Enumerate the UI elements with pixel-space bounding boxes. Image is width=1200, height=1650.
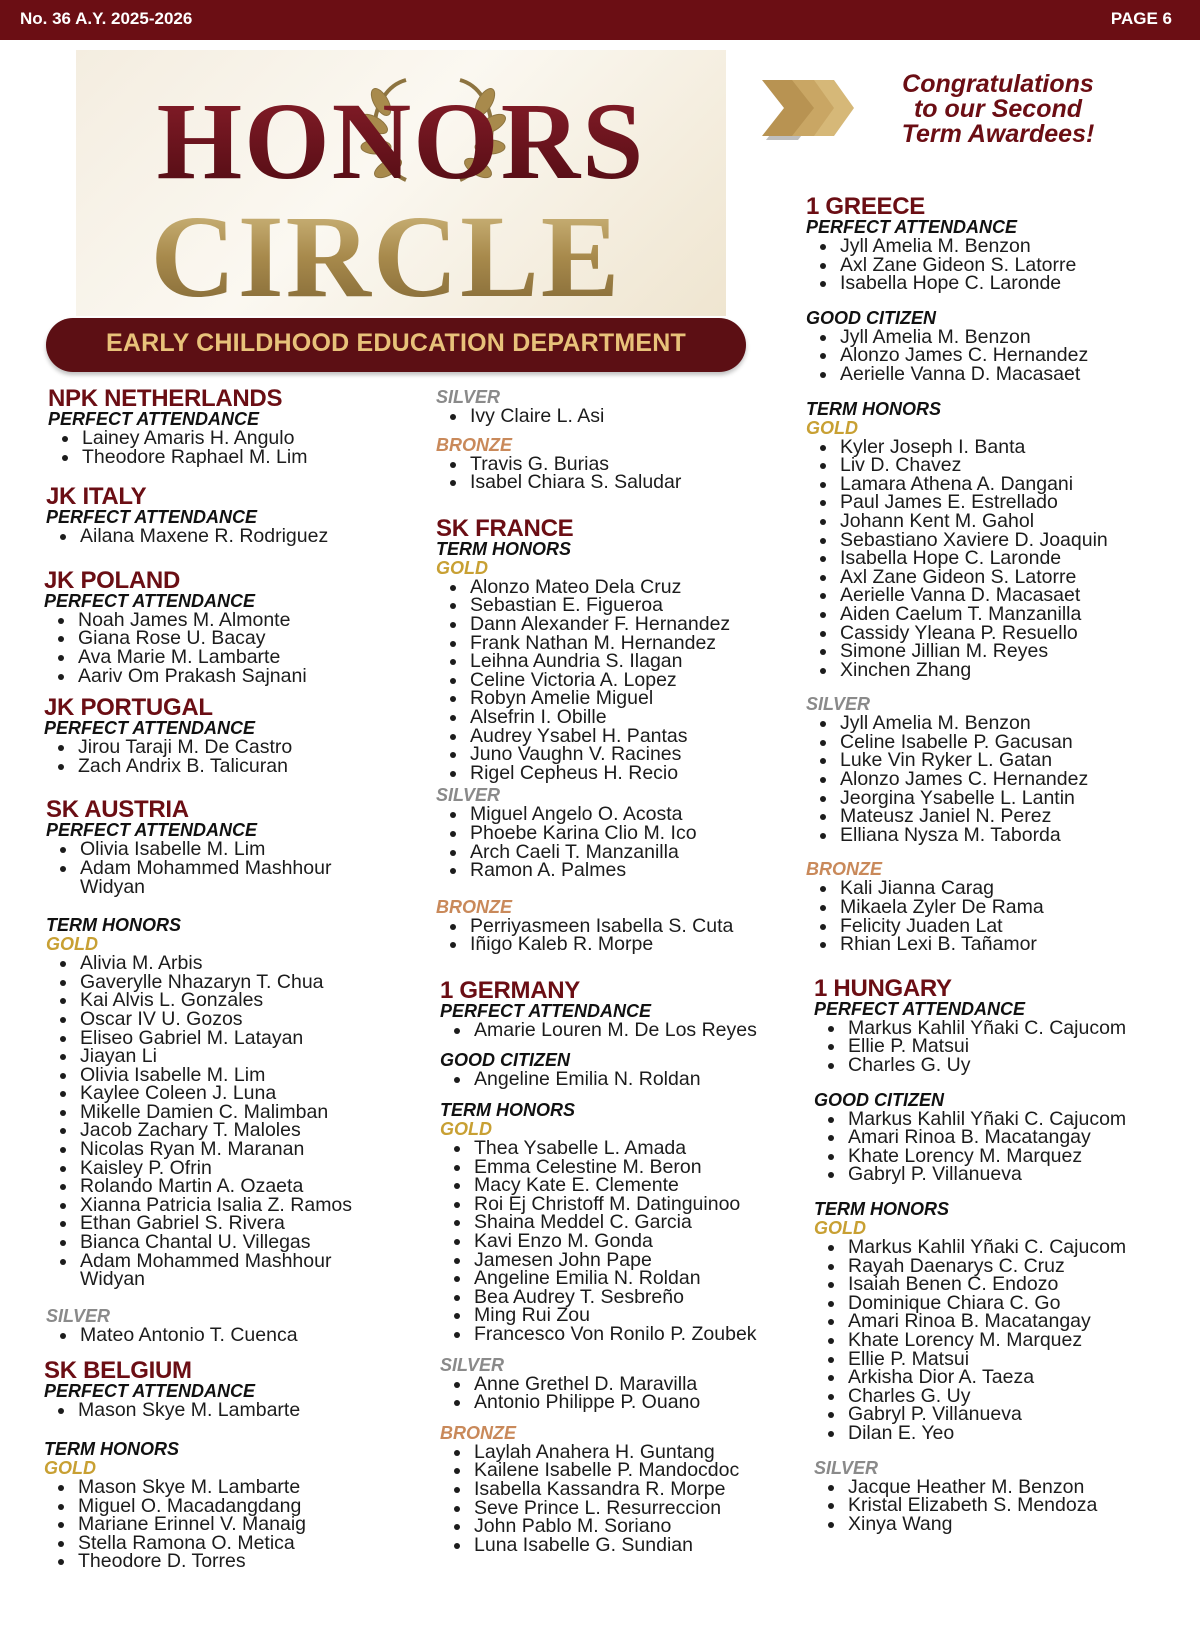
list-item: Macy Kate E. Clemente xyxy=(440,1176,796,1195)
list-item: Kaylee Coleen J. Luna xyxy=(46,1084,424,1103)
section-npk-netherlands xyxy=(48,385,424,468)
silver-label: SILVER xyxy=(46,1305,111,1326)
list-item: Perriyasmeen Isabella S. Cuta xyxy=(436,917,796,936)
section-jk-poland xyxy=(44,566,424,687)
list-item: Antonio Philippe P. Ouano xyxy=(440,1393,796,1412)
list-item: Travis G. Burias xyxy=(436,455,796,474)
honors-circle-logo xyxy=(76,50,726,316)
list-item: Dann Alexander F. Hernandez xyxy=(436,615,796,634)
list-item: Liv D. Chavez xyxy=(806,456,1186,475)
gold-label: GOLD xyxy=(806,417,858,438)
list-item: Ellie P. Matsui xyxy=(814,1350,1186,1369)
list-item: Rhian Lexi B. Tañamor xyxy=(806,935,1186,954)
list-item: Isabella Hope C. Laronde xyxy=(806,274,1186,293)
good-citizen-label: GOOD CITIZEN xyxy=(806,307,936,328)
list-item: Dilan E. Yeo xyxy=(814,1424,1186,1443)
top-bar xyxy=(0,0,1200,40)
list-item: Kai Alvis L. Gonzales xyxy=(46,991,424,1010)
good-citizen-label: GOOD CITIZEN xyxy=(814,1089,944,1110)
bronze-label: BRONZE xyxy=(436,896,512,917)
section-sk-france xyxy=(436,514,796,956)
gold-label: GOLD xyxy=(46,934,98,955)
list-item: Aerielle Vanna D. Macasaet xyxy=(806,365,1186,384)
class-title: 1 GERMANY xyxy=(440,976,580,1004)
list-item: Axl Zane Gideon S. Latorre xyxy=(806,568,1186,587)
list-item: Zach Andrix B. Talicuran xyxy=(44,757,424,776)
list-item: Alonzo Mateo Dela Cruz xyxy=(436,578,796,597)
list-item: Jacque Heather M. Benzon xyxy=(814,1478,1186,1497)
chevron-arrows-icon xyxy=(762,74,857,146)
gold-label: GOLD xyxy=(436,557,488,578)
department-banner xyxy=(46,318,746,372)
list-item: Shaina Meddel C. Garcia xyxy=(440,1213,796,1232)
list-item: Miguel Angelo O. Acosta xyxy=(436,805,796,824)
list-item: Isaiah Benen C. Endozo xyxy=(814,1275,1186,1294)
list-item: Jyll Amelia M. Benzon xyxy=(806,714,1186,733)
list-item: Jiayan Li xyxy=(46,1047,424,1066)
list-item: Alonzo James C. Hernandez xyxy=(806,770,1186,789)
list-item: Ailana Maxene R. Rodriguez xyxy=(46,527,424,546)
list-item: Juno Vaughn V. Racines xyxy=(436,745,796,764)
category-label: PERFECT ATTENDANCE xyxy=(46,507,257,528)
list-item: Alivia M. Arbis xyxy=(46,954,424,973)
term-honors-label: TERM HONORS xyxy=(806,398,941,419)
department-title: EARLY CHILDHOOD EDUCATION DEPARTMENT xyxy=(106,329,686,357)
list-item: Stella Ramona O. Metica xyxy=(44,1534,424,1553)
class-title: JK ITALY xyxy=(46,483,147,511)
list-item: Miguel O. Macadangdang xyxy=(44,1497,424,1516)
list-item: Mason Skye M. Lambarte xyxy=(44,1478,424,1497)
term-honors-label: TERM HONORS xyxy=(46,915,181,936)
class-title: SK FRANCE xyxy=(436,514,574,542)
category-label: PERFECT ATTENDANCE xyxy=(44,718,255,739)
list-item: Isabella Kassandra R. Morpe xyxy=(440,1480,796,1499)
list-item: Bianca Chantal U. Villegas xyxy=(46,1233,424,1252)
list-item: Lamara Athena A. Dangani xyxy=(806,475,1186,494)
list-item: Cassidy Yleana P. Resuello xyxy=(806,624,1186,643)
list-item: Seve Prince L. Resurreccion xyxy=(440,1499,796,1518)
list-item: Phoebe Karina Clio M. Ico xyxy=(436,824,796,843)
list-item: Audrey Ysabel H. Pantas xyxy=(436,727,796,746)
class-title: SK AUSTRIA xyxy=(46,796,189,824)
list-item: Roi Ej Christoff M. Datinguinoo xyxy=(440,1195,796,1214)
list-item: Ivy Claire L. Asi xyxy=(436,407,796,426)
list-item: Laylah Anahera H. Guntang xyxy=(440,1443,796,1462)
list-item: Nicolas Ryan M. Maranan xyxy=(46,1140,424,1159)
list-item: Jacob Zachary T. Maloles xyxy=(46,1121,424,1140)
section-1-greece xyxy=(806,193,1186,956)
list-item: Oscar IV U. Gozos xyxy=(46,1010,424,1029)
logo-line-1: HONORS xyxy=(156,80,646,202)
list-item: Arch Caeli T. Manzanilla xyxy=(436,843,796,862)
issue-number: No. 36 A.Y. 2025-2026 xyxy=(20,9,193,28)
class-title: JK PORTUGAL xyxy=(44,694,213,722)
class-title: SK BELGIUM xyxy=(44,1357,192,1385)
section-1-hungary xyxy=(814,974,1186,1535)
category-label: PERFECT ATTENDANCE xyxy=(44,1381,255,1402)
list-item: Charles G. Uy xyxy=(814,1056,1186,1075)
category-label: PERFECT ATTENDANCE xyxy=(814,998,1025,1019)
list-item: Rigel Cepheus H. Recio xyxy=(436,764,796,783)
list-item: Markus Kahlil Yñaki C. Cajucom xyxy=(814,1019,1186,1038)
good-citizen-label: GOOD CITIZEN xyxy=(440,1050,570,1071)
list-item: Sebastiano Xaviere D. Joaquin xyxy=(806,531,1186,550)
section-jk-italy xyxy=(46,483,424,548)
category-label: PERFECT ATTENDANCE xyxy=(44,590,255,611)
bronze-label: BRONZE xyxy=(436,434,512,455)
list-item: Sebastian E. Figueroa xyxy=(436,596,796,615)
section-jk-portugal xyxy=(44,694,424,777)
list-item: Luna Isabelle G. Sundian xyxy=(440,1536,796,1555)
list-item: Luke Vin Ryker L. Gatan xyxy=(806,751,1186,770)
list-item: Gaverylle Nhazaryn T. Chua xyxy=(46,973,424,992)
class-title: 1 HUNGARY xyxy=(814,974,952,1002)
list-item: Kailene Isabelle P. Mandocdoc xyxy=(440,1461,796,1480)
list-item: Paul James E. Estrellado xyxy=(806,493,1186,512)
list-item: Noah James M. Almonte xyxy=(44,611,424,630)
gold-label: GOLD xyxy=(440,1119,492,1140)
list-item: Adam Mohammed Mashhour Widyan xyxy=(46,859,380,896)
list-item: Johann Kent M. Gahol xyxy=(806,512,1186,531)
list-item: Theodore Raphael M. Lim xyxy=(48,448,424,467)
list-item: Arkisha Dior A. Taeza xyxy=(814,1368,1186,1387)
bronze-label: BRONZE xyxy=(440,1422,516,1443)
list-item: Aiden Caelum T. Manzanilla xyxy=(806,605,1186,624)
term-honors-label: TERM HONORS xyxy=(440,1100,575,1121)
section-sk-belgium xyxy=(44,1357,424,1573)
silver-label: SILVER xyxy=(436,387,501,407)
list-item: Amari Rinoa B. Macatangay xyxy=(814,1128,1186,1147)
class-title: NPK NETHERLANDS xyxy=(48,385,283,412)
section-sk-austria-continued xyxy=(436,388,796,492)
list-item: Bea Audrey T. Sesbreño xyxy=(440,1288,796,1307)
list-item: Markus Kahlil Yñaki C. Cajucom xyxy=(814,1110,1186,1129)
class-title: JK POLAND xyxy=(44,566,180,594)
list-item: Elliana Nysza M. Taborda xyxy=(806,826,1186,845)
page-number: PAGE 6 xyxy=(1110,9,1172,28)
list-item: Aerielle Vanna D. Macasaet xyxy=(806,586,1186,605)
list-item: Isabel Chiara S. Saludar xyxy=(436,473,796,492)
list-item: Thea Ysabelle L. Amada xyxy=(440,1139,796,1158)
column-1 xyxy=(44,385,424,1573)
list-item: Francesco Von Ronilo P. Zoubek xyxy=(440,1325,796,1344)
list-item: Markus Kahlil Yñaki C. Cajucom xyxy=(814,1238,1186,1257)
list-item: Mikelle Damien C. Malimban xyxy=(46,1103,424,1122)
category-label: PERFECT ATTENDANCE xyxy=(46,820,257,841)
list-item: Kavi Enzo M. Gonda xyxy=(440,1232,796,1251)
list-item: Aariv Om Prakash Sajnani xyxy=(44,667,424,686)
list-item: Mateusz Janiel N. Perez xyxy=(806,807,1186,826)
list-item: Gabryl P. Villanueva xyxy=(814,1405,1186,1424)
list-item: Angeline Emilia N. Roldan xyxy=(440,1070,796,1089)
list-item: Amarie Louren M. De Los Reyes xyxy=(440,1021,796,1040)
column-3 xyxy=(806,193,1186,1535)
list-item: Leihna Aundria S. Ilagan xyxy=(436,652,796,671)
list-item: Xinya Wang xyxy=(814,1515,1186,1534)
list-item: Eliseo Gabriel M. Latayan xyxy=(46,1029,424,1048)
list-item: Simone Jillian M. Reyes xyxy=(806,642,1186,661)
list-item: Adam Mohammed Mashhour Widyan xyxy=(46,1252,380,1289)
list-item: Jeorgina Ysabelle L. Lantin xyxy=(806,789,1186,808)
list-item: Alsefrin I. Obille xyxy=(436,708,796,727)
list-item: Ethan Gabriel S. Rivera xyxy=(46,1214,424,1233)
list-item: Gabryl P. Villanueva xyxy=(814,1165,1186,1184)
list-item: Olivia Isabelle M. Lim xyxy=(46,840,424,859)
list-item: Ming Rui Zou xyxy=(440,1306,796,1325)
list-item: Alonzo James C. Hernandez xyxy=(806,346,1186,365)
class-title: 1 GREECE xyxy=(806,193,925,220)
list-item: Anne Grethel D. Maravilla xyxy=(440,1375,796,1394)
congrats-line-1: Congratulations xyxy=(902,70,1094,98)
list-item: Ellie P. Matsui xyxy=(814,1037,1186,1056)
list-item: Olivia Isabelle M. Lim xyxy=(46,1066,424,1085)
list-item: Ava Marie M. Lambarte xyxy=(44,648,424,667)
congrats-line-3: Term Awardees! xyxy=(901,120,1095,148)
list-item: John Pablo M. Soriano xyxy=(440,1517,796,1536)
list-item: Giana Rose U. Bacay xyxy=(44,629,424,648)
term-honors-label: TERM HONORS xyxy=(814,1198,949,1219)
congrats-line-2: to our Second xyxy=(913,95,1083,123)
silver-label: SILVER xyxy=(806,694,871,715)
list-item: Axl Zane Gideon S. Latorre xyxy=(806,256,1186,275)
silver-label: SILVER xyxy=(814,1457,879,1478)
list-item: Charles G. Uy xyxy=(814,1387,1186,1406)
silver-label: SILVER xyxy=(436,785,501,806)
list-item: Jirou Taraji M. De Castro xyxy=(44,738,424,757)
section-1-germany xyxy=(440,976,796,1556)
gold-label: GOLD xyxy=(44,1458,96,1478)
list-item: Amari Rinoa B. Macatangay xyxy=(814,1312,1186,1331)
gold-label: GOLD xyxy=(814,1217,866,1238)
list-item: Jamesen John Pape xyxy=(440,1251,796,1270)
list-item: Iñigo Kaleb R. Morpe xyxy=(436,935,796,954)
list-item: Celine Isabelle P. Gacusan xyxy=(806,733,1186,752)
list-item: Khate Lorency M. Marquez xyxy=(814,1331,1186,1350)
column-2 xyxy=(436,388,796,1554)
list-item: Khate Lorency M. Marquez xyxy=(814,1147,1186,1166)
list-item: Jyll Amelia M. Benzon xyxy=(806,328,1186,347)
list-item: Rolando Martin A. Ozaeta xyxy=(46,1177,424,1196)
list-item: Mariane Erinnel V. Manaig xyxy=(44,1515,424,1534)
list-item: Theodore D. Torres xyxy=(44,1552,424,1571)
list-item: Felicity Juaden Lat xyxy=(806,917,1186,936)
list-item: Emma Celestine M. Beron xyxy=(440,1158,796,1177)
list-item: Rayah Daenarys C. Cruz xyxy=(814,1257,1186,1276)
list-item: Mason Skye M. Lambarte xyxy=(44,1401,424,1420)
list-item: Kristal Elizabeth S. Mendoza xyxy=(814,1496,1186,1515)
list-item: Ramon A. Palmes xyxy=(436,861,796,880)
list-item: Robyn Amelie Miguel xyxy=(436,689,796,708)
list-item: Mateo Antonio T. Cuenca xyxy=(46,1326,424,1345)
category-label: PERFECT ATTENDANCE xyxy=(48,409,259,429)
list-item: Isabella Hope C. Laronde xyxy=(806,549,1186,568)
list-item: Kali Jianna Carag xyxy=(806,879,1186,898)
bronze-label: BRONZE xyxy=(806,859,882,880)
congratulations-message xyxy=(862,72,1134,147)
list-item: Frank Nathan M. Hernandez xyxy=(436,634,796,653)
category-label: PERFECT ATTENDANCE xyxy=(806,217,1017,237)
list-item: Lainey Amaris H. Angulo xyxy=(48,429,424,448)
list-item: Celine Victoria A. Lopez xyxy=(436,671,796,690)
logo-line-2: CIRCLE xyxy=(150,191,622,316)
list-item: Kaisley P. Ofrin xyxy=(46,1159,424,1178)
list-item: Mikaela Zyler De Rama xyxy=(806,898,1186,917)
list-item: Xianna Patricia Isalia Z. Ramos xyxy=(46,1196,424,1215)
list-item: Kyler Joseph I. Banta xyxy=(806,438,1186,457)
term-honors-label: TERM HONORS xyxy=(44,1439,179,1459)
list-item: Angeline Emilia N. Roldan xyxy=(440,1269,796,1288)
list-item: Xinchen Zhang xyxy=(806,661,1186,680)
list-item: Dominique Chiara C. Go xyxy=(814,1294,1186,1313)
term-honors-label: TERM HONORS xyxy=(436,538,571,559)
silver-label: SILVER xyxy=(440,1354,505,1375)
list-item: Jyll Amelia M. Benzon xyxy=(806,237,1186,256)
category-label: PERFECT ATTENDANCE xyxy=(440,1000,651,1021)
section-sk-austria xyxy=(46,796,424,1346)
